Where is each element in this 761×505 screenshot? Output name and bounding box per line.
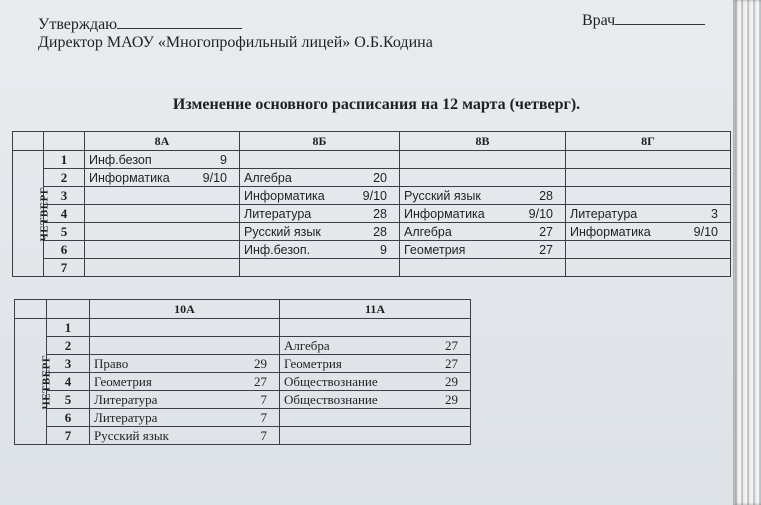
lesson-cell — [566, 205, 731, 223]
class-header: 8Б — [240, 132, 400, 151]
lesson-cell — [240, 241, 400, 259]
lesson-cell — [240, 169, 400, 187]
lesson-cell — [240, 187, 400, 205]
subject-name: Литература — [94, 391, 158, 407]
lesson-cell — [400, 223, 566, 241]
room-number: 7 — [260, 391, 267, 407]
lesson-cell — [85, 205, 240, 223]
lesson-number: 4 — [44, 205, 85, 223]
lesson-number: 3 — [44, 187, 85, 205]
room-number: 7 — [260, 409, 267, 425]
subject-name: Инф.безоп — [89, 152, 152, 167]
class-header: 11А — [280, 300, 471, 319]
room-number: 7 — [260, 427, 267, 443]
lesson-number: 1 — [44, 151, 85, 169]
room-number: 9/10 — [693, 224, 718, 239]
lesson-cell — [90, 319, 280, 337]
lesson-number: 7 — [47, 427, 90, 445]
lesson-cell — [240, 205, 400, 223]
room-number: 27 — [445, 337, 458, 353]
lesson-cell — [566, 151, 731, 169]
schedule-table-8 — [12, 131, 731, 277]
lesson-cell — [240, 223, 400, 241]
lesson-cell — [85, 151, 240, 169]
doctor-label: Врач — [582, 12, 616, 29]
table-row — [15, 427, 471, 445]
table-header-row — [13, 132, 731, 151]
subject-name: Право — [94, 355, 129, 371]
class-header: 8Г — [566, 132, 731, 151]
subject-name: Литература — [94, 409, 158, 425]
lesson-number: 6 — [47, 409, 90, 427]
room-number: 9 — [220, 152, 227, 167]
lesson-number: 6 — [44, 241, 85, 259]
lesson-cell — [280, 409, 471, 427]
subject-name: Геометрия — [404, 242, 466, 257]
doctor-line — [582, 10, 705, 30]
subject-name: Информатика — [570, 224, 651, 239]
room-number: 27 — [539, 224, 553, 239]
subject-name: Геометрия — [94, 373, 152, 389]
schedule-table-10-11 — [14, 299, 471, 445]
room-number: 28 — [373, 224, 387, 239]
subject-name: Обществознание — [284, 373, 378, 389]
day-label: ЧЕТВЕРГ — [40, 354, 53, 409]
lesson-cell — [566, 223, 731, 241]
subject-name: Алгебра — [244, 170, 292, 185]
table-row — [13, 259, 731, 277]
class-header: 8В — [400, 132, 566, 151]
lesson-cell — [400, 187, 566, 205]
room-number: 9/10 — [202, 170, 227, 185]
room-number: 28 — [373, 206, 387, 221]
class-header: 8А — [85, 132, 240, 151]
lesson-cell — [400, 151, 566, 169]
lesson-cell — [280, 391, 471, 409]
approve-line — [38, 14, 242, 34]
table-row — [13, 169, 731, 187]
paper-stack-edge — [733, 0, 761, 505]
lesson-cell — [90, 409, 280, 427]
lesson-cell — [90, 355, 280, 373]
day-label-cell — [13, 151, 51, 277]
subject-name: Русский язык — [244, 224, 321, 239]
lesson-cell — [280, 373, 471, 391]
lesson-cell — [566, 259, 731, 277]
lesson-cell — [400, 259, 566, 277]
lesson-cell — [566, 187, 731, 205]
lesson-cell — [240, 259, 400, 277]
table-row — [15, 391, 471, 409]
lesson-cell — [85, 223, 240, 241]
table-row — [13, 205, 731, 223]
room-number: 29 — [445, 373, 458, 389]
lesson-cell — [85, 259, 240, 277]
lesson-number: 2 — [44, 169, 85, 187]
table-header-row — [15, 300, 471, 319]
lesson-cell — [85, 187, 240, 205]
table-row — [15, 319, 471, 337]
lesson-cell — [240, 151, 400, 169]
table-row — [13, 241, 731, 259]
lesson-number: 1 — [47, 319, 90, 337]
lesson-number: 5 — [44, 223, 85, 241]
table-row — [15, 373, 471, 391]
table-row — [13, 187, 731, 205]
subject-name: Русский язык — [94, 427, 169, 443]
lesson-cell — [90, 427, 280, 445]
subject-name: Литература — [244, 206, 312, 221]
doctor-signature-blank — [615, 10, 705, 25]
room-number: 29 — [254, 355, 267, 371]
lesson-cell — [85, 169, 240, 187]
day-label: ЧЕТВЕРГ — [38, 186, 51, 241]
class-header: 10А — [90, 300, 280, 319]
lesson-cell — [85, 241, 240, 259]
lesson-cell — [280, 355, 471, 373]
lesson-cell — [400, 241, 566, 259]
room-number: 9/10 — [362, 188, 387, 203]
table-row — [13, 223, 731, 241]
table-row — [15, 355, 471, 373]
room-number: 9/10 — [528, 206, 553, 221]
lesson-cell — [400, 205, 566, 223]
room-number: 28 — [539, 188, 553, 203]
lesson-number: 5 — [47, 391, 90, 409]
lesson-cell — [90, 391, 280, 409]
lesson-number: 2 — [47, 337, 90, 355]
lesson-cell — [566, 241, 731, 259]
room-number: 27 — [539, 242, 553, 257]
subject-name: Литература — [570, 206, 638, 221]
day-label-cell — [15, 319, 53, 445]
subject-name: Алгебра — [284, 337, 330, 353]
subject-name: Обществознание — [284, 391, 378, 407]
lesson-cell — [280, 427, 471, 445]
room-number: 27 — [445, 355, 458, 371]
subject-name: Информатика — [404, 206, 485, 221]
room-number: 27 — [254, 373, 267, 389]
table-row — [15, 409, 471, 427]
subject-name: Информатика — [244, 188, 325, 203]
lesson-cell — [400, 169, 566, 187]
lesson-number: 4 — [47, 373, 90, 391]
lesson-cell — [280, 337, 471, 355]
signature-blank — [117, 14, 242, 29]
room-number: 29 — [445, 391, 458, 407]
lesson-cell — [90, 337, 280, 355]
subject-name: Информатика — [89, 170, 170, 185]
lesson-cell — [90, 373, 280, 391]
table-row — [13, 151, 731, 169]
subject-name: Русский язык — [404, 188, 481, 203]
room-number: 9 — [380, 242, 387, 257]
room-number: 20 — [373, 170, 387, 185]
lesson-cell — [280, 319, 471, 337]
lesson-number: 3 — [47, 355, 90, 373]
room-number: 3 — [711, 206, 718, 221]
subject-name: Инф.безоп. — [244, 242, 311, 257]
director-line: Директор МАОУ «Многопрофильный лицей» О.Б.Кодина — [38, 34, 433, 51]
lesson-number: 7 — [44, 259, 85, 277]
page-title: Изменение основного расписания на 12 марта (четверг). — [172, 96, 581, 113]
subject-name: Алгебра — [404, 224, 452, 239]
approve-label: Утверждаю — [38, 16, 118, 33]
table-row — [15, 337, 471, 355]
lesson-cell — [566, 169, 731, 187]
subject-name: Геометрия — [284, 355, 342, 371]
